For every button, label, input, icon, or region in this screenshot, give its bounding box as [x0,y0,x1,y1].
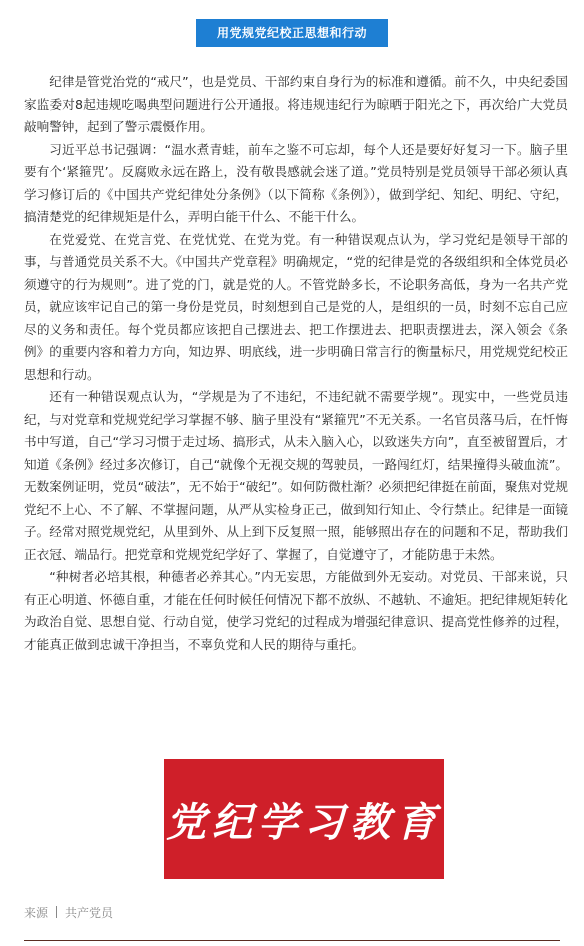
article-body [24,71,568,656]
paragraph: 习近平总书记强调：“温水煮青蛙，前车之鉴不可忘却，每个人还是要好好复习一下。脑子里要有个‘紧箍咒’。反腐败永远在路上，没有敬畏感就会迷了道。”党员特别是党员领导干部必须认真学习修订后的《中国共产党纪律处分条例》（以下简称《条例》），做到学纪、知纪、明纪、守纪，搞清楚党的纪律规矩是什么，弄明白能干什么、不能干什么。 [24,141,568,224]
paragraph: “种树者必培其根，种德者必养其心。”内无妄思，方能做到外无妄动。对党员、干部来说，只有正心明道、怀德自重，才能在任何时候任何情况下都不放纵、不越轨、不逾矩。把纪律规矩转化为政治自觉、思想自觉、行动自觉，使学习党纪的过程成为增强纪律意识、提高党性修养的过程，才能真正做到忠诚干净担当，不辜负党和人民的期待与重托。 [24,569,568,652]
title-container [0,19,584,47]
paragraph: 还有一种错误观点认为，“学规是为了不违纪，不违纪就不需要学规”。现实中，一些党员违纪，与对党章和党规党纪学习掌握不够、脑子里没有“紧箍咒”不无关系。一名官员落马后，在忏悔书中写道，自己“学习习惯于走过场、搞形式，从未入脑入心，以致迷失方向”，直至被留置后，才知道《条例》经过多次修订，自己“就像个无视交规的驾驶员，一路闯红灯，结果撞得头破血流”。无数案例证明，党员“破法”，无不始于“破纪”。如何防微杜渐？必须把纪律挺在前面，聚焦对党规党纪不上心、不了解、不掌握问题，从严从实检身正己，做到知行知止、令行禁止。纪律是一面镜子。经常对照党规党纪，从里到外、从上到下反复照一照，能够照出存在的问题和不足，帮助我们正衣冠、端品行。把党章和党规党纪学好了、掌握了，自觉遵守了，才能防患于未然。 [24,389,568,562]
paragraph: 在党爱党、在党言党、在党忧党、在党为党。有一种错误观点认为，学习党纪是领导干部的事，与普通党员关系不大。《中国共产党章程》明确规定，“党的纪律是党的各级组织和全体党员必须遵守的行为规则”。进了党的门，就是党的人。不管党龄多长，不论职务高低，身为一名共产党员，就应该牢记自己的第一身份是党员，时刻想到自己是党的人，是组织的一员，时刻不忘自己应尽的义务和责任。每个党员都应该把自己摆进去、把工作摆进去、把职责摆进去，深入领会《条例》的重要内容和着力方向，知边界、明底线，进一步明确日常言行的衡量标尺，用党规党纪校正思想和行动。 [24,231,568,382]
source-value: 共产党员 [65,906,114,920]
source-divider [56,906,57,918]
bottom-divider [24,940,560,941]
paragraph: 纪律是管党治党的“戒尺”，也是党员、干部约束自身行为的标准和遵循。前不久，中央纪委国家监委对8起违规吃喝典型问题进行公开通报。将违规违纪行为晾晒于阳光之下，再次给广大党员敲响警钟，起到了警示震慑作用。 [24,74,568,134]
banner-text: 党纪学习教育 [166,798,442,846]
banner-image [164,759,444,879]
article-title: 用党规党纪校正思想和行动 [196,19,388,47]
source-label: 来源 [24,906,49,920]
source-line [24,904,113,922]
